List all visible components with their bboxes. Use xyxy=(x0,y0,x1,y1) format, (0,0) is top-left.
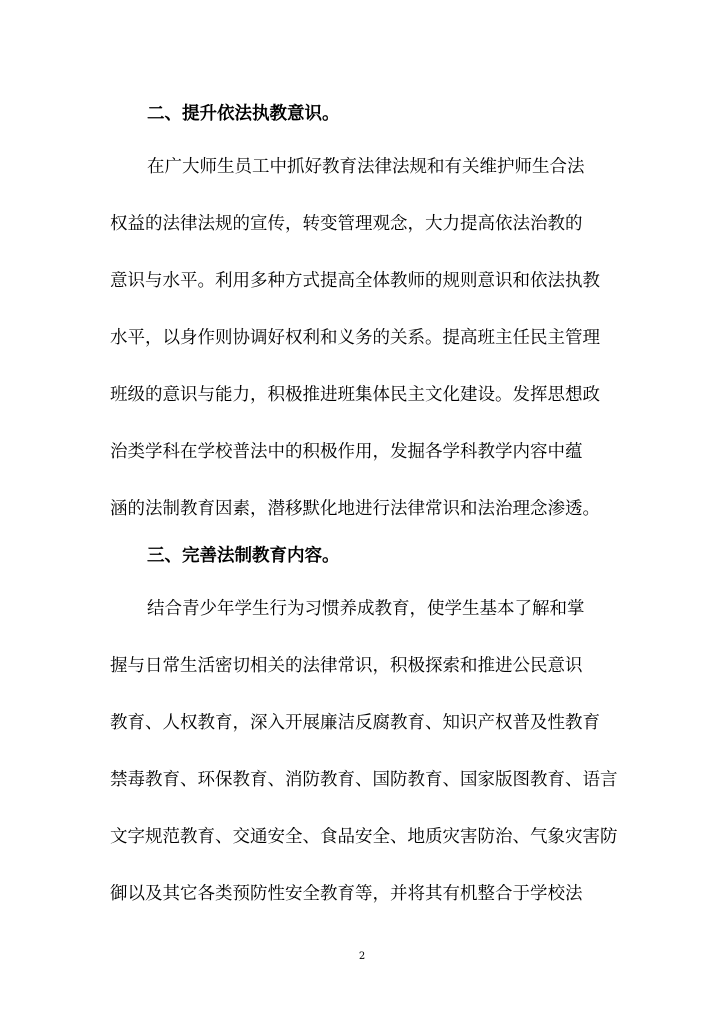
section-3-paragraph-line-1: 结合青少年学生行为习惯养成教育，使学生基本了解和掌 xyxy=(147,599,585,619)
section-2-paragraph-line-5: 班级的意识与能力，积极推进班集体民主文化建设。发挥思想政 xyxy=(110,385,600,405)
section-3-paragraph-line-6: 御以及其它各类预防性安全教育等，并将其有机整合于学校法 xyxy=(110,884,583,904)
section-3-paragraph-line-2: 握与日常生活密切相关的法律常识，积极探索和推进公民意识 xyxy=(110,656,583,676)
section-3-heading: 三、完善法制教育内容。 xyxy=(147,546,340,566)
section-2-paragraph-line-2: 权益的法律法规的宣传，转变管理观念，大力提高依法治教的 xyxy=(110,214,583,234)
section-2-paragraph-line-7: 涵的法制教育因素，潜移默化地进行法律常识和法治理念渗透。 xyxy=(110,499,600,519)
section-3-paragraph-line-4: 禁毒教育、环保教育、消防教育、国防教育、国家版图教育、语言 xyxy=(110,770,618,790)
section-2-heading: 二、提升依法执教意识。 xyxy=(147,104,340,124)
section-3-paragraph-line-3: 教育、人权教育，深入开展廉洁反腐教育、知识产权普及性教育 xyxy=(110,713,600,733)
page-number: 2 xyxy=(358,951,366,962)
section-2-paragraph-line-4: 水平，以身作则协调好权利和义务的关系。提高班主任民主管理 xyxy=(110,328,600,348)
section-2-paragraph-line-6: 治类学科在学校普法中的积极作用，发掘各学科教学内容中蕴 xyxy=(110,442,583,462)
section-2-paragraph-line-1: 在广大师生员工中抓好教育法律法规和有关维护师生合法 xyxy=(147,157,585,177)
section-3-paragraph-line-5: 文字规范教育、交通安全、食品安全、地质灾害防治、气象灾害防 xyxy=(110,827,618,847)
section-2-paragraph-line-3: 意识与水平。利用多种方式提高全体教师的规则意识和依法执教 xyxy=(110,271,600,291)
